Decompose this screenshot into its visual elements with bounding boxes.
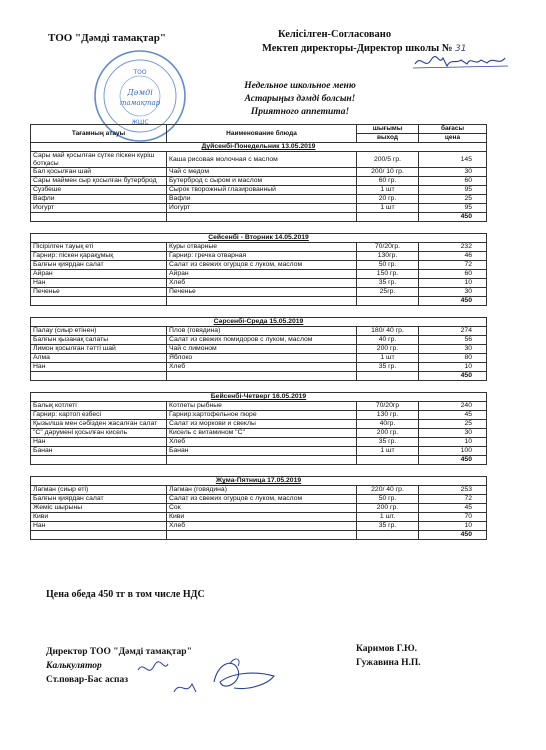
price-note: Цена обеда 450 тг в том числе НДС bbox=[46, 589, 205, 600]
dish-price: 100 bbox=[419, 447, 487, 456]
dish-name-ru: Салат из свежих огурцов с луком, маслом bbox=[167, 261, 357, 270]
day-header-row bbox=[31, 477, 487, 486]
header-out-ru: выход bbox=[357, 134, 419, 143]
total-row bbox=[31, 456, 487, 465]
day-spacer bbox=[31, 306, 487, 318]
dish-output: 60 гр. bbox=[357, 177, 419, 186]
spacer-cell bbox=[31, 306, 487, 318]
approval-title: Келісілген-Согласовано bbox=[278, 29, 392, 40]
table-row bbox=[31, 252, 487, 261]
spacer-cell bbox=[31, 222, 487, 234]
calculator-label: Калькулятор bbox=[46, 661, 102, 671]
dish-name-kz: Бал қосылған шай bbox=[31, 168, 167, 177]
dish-name-ru: Сок bbox=[167, 504, 357, 513]
dish-output: 1 шт bbox=[357, 186, 419, 195]
day-title: Жұма-Пятница 17.05.2019 bbox=[31, 477, 487, 486]
table-row bbox=[31, 195, 487, 204]
cook-label: Ст.повар-Бас аспаз bbox=[46, 675, 129, 685]
dish-name-ru: Айран bbox=[167, 270, 357, 279]
table-row bbox=[31, 363, 487, 372]
day-title: Сейсенбі - Вторник 14.05.2019 bbox=[31, 234, 487, 243]
dish-price: 60 bbox=[419, 270, 487, 279]
dish-output: 200 гр. bbox=[357, 429, 419, 438]
dish-name-kz: Банан bbox=[31, 447, 167, 456]
dish-output: 20 гр. bbox=[357, 195, 419, 204]
dish-price: 10 bbox=[419, 279, 487, 288]
table-row bbox=[31, 270, 487, 279]
dish-name-ru: Чай с лимоном bbox=[167, 345, 357, 354]
company-name: ТОО "Дәмді тамақтар" bbox=[48, 32, 167, 44]
dish-name-ru: Банан bbox=[167, 447, 357, 456]
dish-price: 45 bbox=[419, 504, 487, 513]
header-price-kz: бағасы bbox=[419, 125, 487, 134]
dish-output: 130 гр. bbox=[357, 411, 419, 420]
dish-name-ru: Плов (говядина) bbox=[167, 327, 357, 336]
dish-name-kz: Балғын қиярдан салат bbox=[31, 495, 167, 504]
dish-name-kz: Гарнир: картоп езбесі bbox=[31, 411, 167, 420]
dish-name-ru: Хлеб bbox=[167, 279, 357, 288]
dish-output: 40 гр. bbox=[357, 336, 419, 345]
dish-name-ru: Яблоко bbox=[167, 354, 357, 363]
table-row bbox=[31, 447, 487, 456]
table-row bbox=[31, 354, 487, 363]
dish-price: 30 bbox=[419, 429, 487, 438]
dish-output: 35 гр. bbox=[357, 438, 419, 447]
dish-name-kz: Пісірілген тауық еті bbox=[31, 243, 167, 252]
day-title: Бейсенбі-Четверг 16.05.2019 bbox=[31, 393, 487, 402]
director-label: Директор ТОО "Дәмді тамақтар" bbox=[46, 647, 192, 657]
dish-price: 253 bbox=[419, 486, 487, 495]
dish-price: 30 bbox=[419, 168, 487, 177]
dish-name-kz: Вафли bbox=[31, 195, 167, 204]
dish-output: 70/20гр bbox=[357, 402, 419, 411]
total-empty-3 bbox=[357, 297, 419, 306]
dish-name-ru: Йогурт bbox=[167, 204, 357, 213]
dish-price: 72 bbox=[419, 261, 487, 270]
header-ru: Наименование блюда bbox=[167, 125, 357, 143]
menu-table bbox=[30, 124, 487, 540]
total-empty-3 bbox=[357, 531, 419, 540]
dish-output: 25гр. bbox=[357, 288, 419, 297]
header-price-ru: цена bbox=[419, 134, 487, 143]
dish-output: 1 шт bbox=[357, 354, 419, 363]
stamp-top-text: ТОО bbox=[133, 69, 147, 76]
day-header-row bbox=[31, 143, 487, 152]
dish-name-ru: Кисель с витамином "С" bbox=[167, 429, 357, 438]
total-empty-1 bbox=[31, 456, 167, 465]
dish-name-kz: Айран bbox=[31, 270, 167, 279]
name-calculator: Гужавина Н.П. bbox=[356, 658, 421, 668]
dish-output: 1 шт. bbox=[357, 513, 419, 522]
dish-price: 10 bbox=[419, 438, 487, 447]
total-row bbox=[31, 297, 487, 306]
table-row bbox=[31, 336, 487, 345]
dish-price: 10 bbox=[419, 363, 487, 372]
names-block bbox=[356, 642, 421, 670]
dish-price: 10 bbox=[419, 522, 487, 531]
dish-output: 50 гр. bbox=[357, 261, 419, 270]
dish-output: 35 гр. bbox=[357, 522, 419, 531]
dish-output: 150 гр. bbox=[357, 270, 419, 279]
dish-name-kz: Лимон қосылған тәтті шай bbox=[31, 345, 167, 354]
dish-price: 45 bbox=[419, 411, 487, 420]
dish-name-ru: Каша рисовая молочная с маслом bbox=[167, 152, 357, 168]
table-row bbox=[31, 261, 487, 270]
total-empty-3 bbox=[357, 213, 419, 222]
dish-price: 25 bbox=[419, 195, 487, 204]
table-row bbox=[31, 486, 487, 495]
dish-price: 232 bbox=[419, 243, 487, 252]
dish-name-kz: Киви bbox=[31, 513, 167, 522]
dish-name-ru: Хлеб bbox=[167, 363, 357, 372]
table-row bbox=[31, 429, 487, 438]
total-row bbox=[31, 213, 487, 222]
dish-name-kz: Балғын қызанақ салаты bbox=[31, 336, 167, 345]
dish-price: 145 bbox=[419, 152, 487, 168]
dish-price: 30 bbox=[419, 345, 487, 354]
day-total: 450 bbox=[419, 456, 487, 465]
dish-name-ru: Печенье bbox=[167, 288, 357, 297]
dish-name-kz: Жеміс шырыны bbox=[31, 504, 167, 513]
table-row bbox=[31, 438, 487, 447]
day-total: 450 bbox=[419, 213, 487, 222]
dish-price: 30 bbox=[419, 288, 487, 297]
dish-price: 25 bbox=[419, 420, 487, 429]
dish-price: 95 bbox=[419, 204, 487, 213]
dish-name-ru: Котлеты рыбные bbox=[167, 402, 357, 411]
total-empty-1 bbox=[31, 297, 167, 306]
dish-output: 200/ 10 гр. bbox=[357, 168, 419, 177]
total-empty-3 bbox=[357, 372, 419, 381]
approval-director-label: Мектеп директоры-Директор школы № bbox=[262, 43, 453, 54]
dish-output: 1 шт bbox=[357, 204, 419, 213]
dish-name-kz: Сузбеше bbox=[31, 186, 167, 195]
total-row bbox=[31, 531, 487, 540]
header-out-kz: шығымы bbox=[357, 125, 419, 134]
day-header-row bbox=[31, 234, 487, 243]
dish-price: 72 bbox=[419, 495, 487, 504]
total-empty-1 bbox=[31, 372, 167, 381]
day-header-row bbox=[31, 393, 487, 402]
dish-output: 130гр. bbox=[357, 252, 419, 261]
stamp-bottom-text: ЖШС bbox=[131, 119, 149, 126]
total-row bbox=[31, 372, 487, 381]
dish-price: 95 bbox=[419, 186, 487, 195]
dish-name-kz: Балғын қиярдан салат bbox=[31, 261, 167, 270]
day-title: Сәрсенбі-Среда 15.05.2019 bbox=[31, 318, 487, 327]
header-kz: Тағамның атауы bbox=[31, 125, 167, 143]
dish-output: 200 гр. bbox=[357, 345, 419, 354]
table-row bbox=[31, 420, 487, 429]
dish-price: 240 bbox=[419, 402, 487, 411]
dish-name-ru: Гарнир: гречка отварная bbox=[167, 252, 357, 261]
dish-name-kz: Нан bbox=[31, 279, 167, 288]
dish-name-ru: Бутерброд с сыром и маслом bbox=[167, 177, 357, 186]
dish-price: 70 bbox=[419, 513, 487, 522]
total-empty-1 bbox=[31, 531, 167, 540]
dish-name-ru: Салат из свежих огурцов с луком, маслом bbox=[167, 495, 357, 504]
total-empty-2 bbox=[167, 213, 357, 222]
dish-price: 274 bbox=[419, 327, 487, 336]
school-number: 31 bbox=[455, 44, 467, 54]
dish-output: 35 гр. bbox=[357, 363, 419, 372]
table-row bbox=[31, 411, 487, 420]
dish-name-kz: Сары май қосылған сүтке піскен күріш ботқасы bbox=[31, 152, 167, 168]
dish-name-kz: "С" дәрумені қосылған кисель bbox=[31, 429, 167, 438]
total-empty-1 bbox=[31, 213, 167, 222]
dish-name-ru: Вафли bbox=[167, 195, 357, 204]
dish-price: 46 bbox=[419, 252, 487, 261]
table-row bbox=[31, 168, 487, 177]
slogan-line-1: Недельное школьное меню bbox=[244, 81, 356, 91]
dish-output: 220/ 40 гр. bbox=[357, 486, 419, 495]
dish-name-kz: Нан bbox=[31, 438, 167, 447]
dish-name-kz: Йогурт bbox=[31, 204, 167, 213]
slogan-block bbox=[220, 80, 380, 119]
dish-output: 35 гр. bbox=[357, 279, 419, 288]
dish-name-kz: Печенье bbox=[31, 288, 167, 297]
day-total: 450 bbox=[419, 372, 487, 381]
day-total: 450 bbox=[419, 297, 487, 306]
day-spacer bbox=[31, 465, 487, 477]
dish-name-kz: Балық котлеті bbox=[31, 402, 167, 411]
dish-name-ru: Сырок творожный глазированный bbox=[167, 186, 357, 195]
dish-output: 70/20гр. bbox=[357, 243, 419, 252]
dish-name-ru: Салат из свежих помидоров с луком, маслом bbox=[167, 336, 357, 345]
dish-price: 56 bbox=[419, 336, 487, 345]
dish-output: 180/ 40 гр. bbox=[357, 327, 419, 336]
dish-name-kz: Гарнир: піскен қарақұмық bbox=[31, 252, 167, 261]
dish-name-ru: Хлеб bbox=[167, 438, 357, 447]
table-row bbox=[31, 327, 487, 336]
dish-price: 80 bbox=[419, 354, 487, 363]
table-row bbox=[31, 288, 487, 297]
dish-output: 200/5 гр. bbox=[357, 152, 419, 168]
dish-name-kz: Қызылша мен сәбізден жасалған салат bbox=[31, 420, 167, 429]
slogan-line-2: Астарыңыз дәмді болсын! bbox=[244, 94, 356, 104]
table-row bbox=[31, 177, 487, 186]
dish-output: 40гр. bbox=[357, 420, 419, 429]
footer-signature-icon bbox=[134, 652, 284, 700]
table-row bbox=[31, 152, 487, 168]
stamp-center-text-2: тамақтар bbox=[119, 99, 161, 107]
dish-name-ru: Гарнир:картофельное пюре bbox=[167, 411, 357, 420]
dish-name-kz: Алма bbox=[31, 354, 167, 363]
table-row bbox=[31, 402, 487, 411]
slogan-line-3: Приятного аппетита! bbox=[250, 107, 350, 117]
stamp-center-text-1: Дәмді bbox=[127, 88, 153, 97]
table-row bbox=[31, 522, 487, 531]
dish-name-kz: Нан bbox=[31, 522, 167, 531]
dish-name-kz: Нан bbox=[31, 363, 167, 372]
total-empty-2 bbox=[167, 456, 357, 465]
director-signature-icon bbox=[413, 50, 508, 72]
dish-name-ru: Хлеб bbox=[167, 522, 357, 531]
table-row bbox=[31, 204, 487, 213]
table-row bbox=[31, 186, 487, 195]
table-row bbox=[31, 243, 487, 252]
dish-name-ru: Салат из моркови и свеклы bbox=[167, 420, 357, 429]
day-spacer bbox=[31, 222, 487, 234]
dish-output: 1 шт bbox=[357, 447, 419, 456]
spacer-cell bbox=[31, 381, 487, 393]
dish-name-ru: Куры отварные bbox=[167, 243, 357, 252]
day-title: Дүйсенбі-Понедельник 13.05.2019 bbox=[31, 143, 487, 152]
dish-name-ru: Киви bbox=[167, 513, 357, 522]
total-empty-2 bbox=[167, 297, 357, 306]
name-director: Каримов Г.Ю. bbox=[356, 644, 418, 654]
dish-name-kz: Сары маймен сыр қосылған бутерброд bbox=[31, 177, 167, 186]
dish-name-ru: Чай с медом bbox=[167, 168, 357, 177]
day-header-row bbox=[31, 318, 487, 327]
dish-name-kz: Лагман (сиыр еті) bbox=[31, 486, 167, 495]
total-empty-2 bbox=[167, 372, 357, 381]
dish-output: 50 гр. bbox=[357, 495, 419, 504]
spacer-cell bbox=[31, 465, 487, 477]
table-row bbox=[31, 279, 487, 288]
dish-name-kz: Палау (сиыр етінен) bbox=[31, 327, 167, 336]
dish-output: 200 гр. bbox=[357, 504, 419, 513]
table-row bbox=[31, 495, 487, 504]
day-spacer bbox=[31, 381, 487, 393]
table-row bbox=[31, 345, 487, 354]
total-empty-2 bbox=[167, 531, 357, 540]
total-empty-3 bbox=[357, 456, 419, 465]
dish-price: 60 bbox=[419, 177, 487, 186]
day-total: 450 bbox=[419, 531, 487, 540]
dish-name-ru: Лагман (говядина) bbox=[167, 486, 357, 495]
table-row bbox=[31, 504, 487, 513]
table-row bbox=[31, 513, 487, 522]
